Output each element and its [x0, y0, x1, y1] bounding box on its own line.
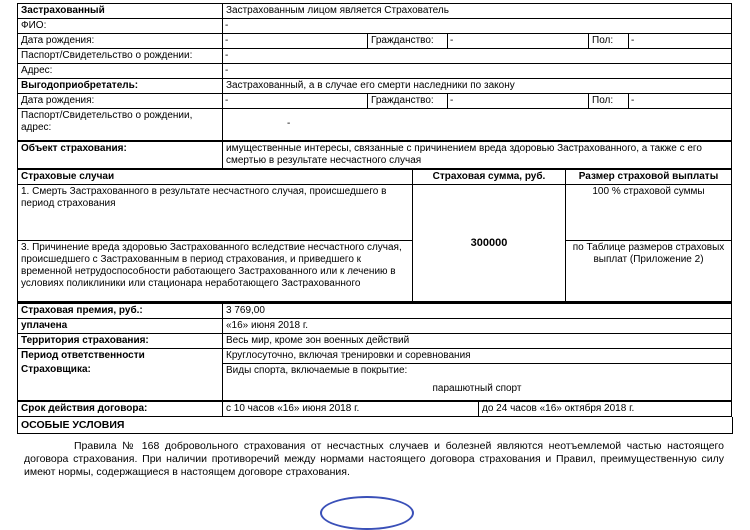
- beneficiary-passport-row: [18, 109, 732, 141]
- case1-text: 1. Смерть Застрахованного в результате несчастного случая, происшедшего в период страхования: [18, 184, 413, 240]
- case2-payout: по Таблице размеров страховых выплат (Приложение 2): [566, 240, 732, 301]
- case2-text: 3. Причинение вреда здоровью Застрахованного вследствие несчастного случая, происшедшего с Застрахованным в период страхования, и приведшего к временной нетрудоспособности работающего Застрахованного или к лечению в условиях поликлиники или стационара неработающего Застрахованного: [18, 240, 413, 301]
- cases-table: [17, 169, 732, 302]
- term-row: [18, 401, 732, 417]
- cases-col-sum: Страховая сумма, руб.: [413, 169, 566, 184]
- case1-payout: 100 % страховой суммы: [566, 184, 732, 240]
- insured-value: Застрахованным лицом является Страхователь: [223, 4, 732, 19]
- insured-citizenship-value: -: [448, 34, 589, 49]
- case1-row: [18, 184, 732, 240]
- beneficiary-passport-label: Паспорт/Свидетельство о рождении, адрес:: [18, 109, 223, 141]
- beneficiary-header-row: [18, 79, 732, 94]
- case2-row: [18, 240, 732, 301]
- territory-value: Весь мир, кроме зон военных действий: [223, 333, 732, 348]
- premium-value: 3 769,00: [223, 303, 732, 319]
- insured-dob-value: -: [223, 34, 368, 49]
- cases-col-cases: Страховые случаи: [18, 169, 413, 184]
- terms-table: [17, 302, 732, 418]
- object-label: Объект страхования:: [18, 141, 223, 169]
- insurer-label: Страховщика:: [18, 363, 223, 401]
- sports-row: [18, 363, 732, 401]
- policy-page: [17, 3, 731, 479]
- territory-label: Территория страхования:: [18, 333, 223, 348]
- cases-sum-value: 300000: [413, 184, 566, 301]
- beneficiary-sex-value: -: [629, 94, 732, 109]
- period-value: Круглосуточно, включая тренировки и соревнования: [223, 348, 732, 363]
- territory-row: [18, 333, 732, 348]
- beneficiary-dob-value: -: [223, 94, 368, 109]
- cases-header-row: [18, 169, 732, 184]
- paid-row: [18, 318, 732, 333]
- sports-label: Виды спорта, включаемые в покрытие:: [226, 364, 408, 376]
- premium-row: [18, 303, 732, 319]
- beneficiary-passport-value: -: [223, 109, 732, 141]
- term-to: до 24 часов «16» октября 2018 г.: [479, 401, 732, 417]
- beneficiary-citizenship-value: -: [448, 94, 589, 109]
- insured-fio-label: ФИО:: [18, 19, 223, 34]
- paid-label: уплачена: [18, 318, 223, 333]
- insured-passport-row: [18, 49, 732, 64]
- insured-fio-value: -: [223, 19, 732, 34]
- special-conditions-text: [17, 434, 731, 479]
- beneficiary-dob-row: [18, 94, 732, 109]
- beneficiary-citizenship-label: Гражданство:: [368, 94, 448, 109]
- beneficiary-sex-label: Пол:: [589, 94, 629, 109]
- period-label: Период ответственности: [18, 348, 223, 363]
- insured-sex-value: -: [629, 34, 732, 49]
- beneficiary-value: Застрахованный, а в случае его смерти наследники по закону: [223, 79, 732, 94]
- insured-address-label: Адрес:: [18, 64, 223, 79]
- insured-address-row: [18, 64, 732, 79]
- insured-label: Застрахованный: [18, 4, 223, 19]
- insured-dob-row: [18, 34, 732, 49]
- sports-cell: [223, 363, 732, 401]
- insured-dob-label: Дата рождения:: [18, 34, 223, 49]
- insured-address-value: -: [223, 64, 732, 79]
- insured-passport-value: -: [223, 49, 732, 64]
- insured-header-row: [18, 4, 732, 19]
- premium-label: Страховая премия, руб.:: [18, 303, 223, 319]
- policy-table: [17, 3, 732, 169]
- special-conditions-title: ОСОБЫЕ УСЛОВИЯ: [17, 417, 733, 434]
- object-value: имущественные интересы, связанные с причинением вреда здоровью Застрахованного, а также с его смертью в результате несчастного случая: [223, 141, 732, 169]
- insured-passport-label: Паспорт/Свидетельство о рождении:: [18, 49, 223, 64]
- period-row: [18, 348, 732, 363]
- cases-col-payout: Размер страховой выплаты: [566, 169, 732, 184]
- insured-sex-label: Пол:: [589, 34, 629, 49]
- term-from: с 10 часов «16» июня 2018 г.: [223, 401, 479, 417]
- object-row: [18, 141, 732, 169]
- stamp-seal-icon: [320, 496, 414, 530]
- insured-citizenship-label: Гражданство:: [368, 34, 448, 49]
- special-conditions-body: Правила № 168 добровольного страхования от несчастных случаев и болезней являются неотъемлемой частью настоящего договора страхования. При наличии противоречий между нормами настоящего договора страхования и Правил, преимущественную силу имеют нормы, содержащиеся в настоящем договоре страхования.: [24, 440, 724, 478]
- term-label: Срок действия договора:: [18, 401, 223, 417]
- paid-value: «16» июня 2018 г.: [223, 318, 732, 333]
- sports-value: парашютный спорт: [432, 382, 522, 394]
- beneficiary-label: Выгодоприобретатель:: [18, 79, 223, 94]
- beneficiary-dob-label: Дата рождения:: [18, 94, 223, 109]
- insured-fio-row: [18, 19, 732, 34]
